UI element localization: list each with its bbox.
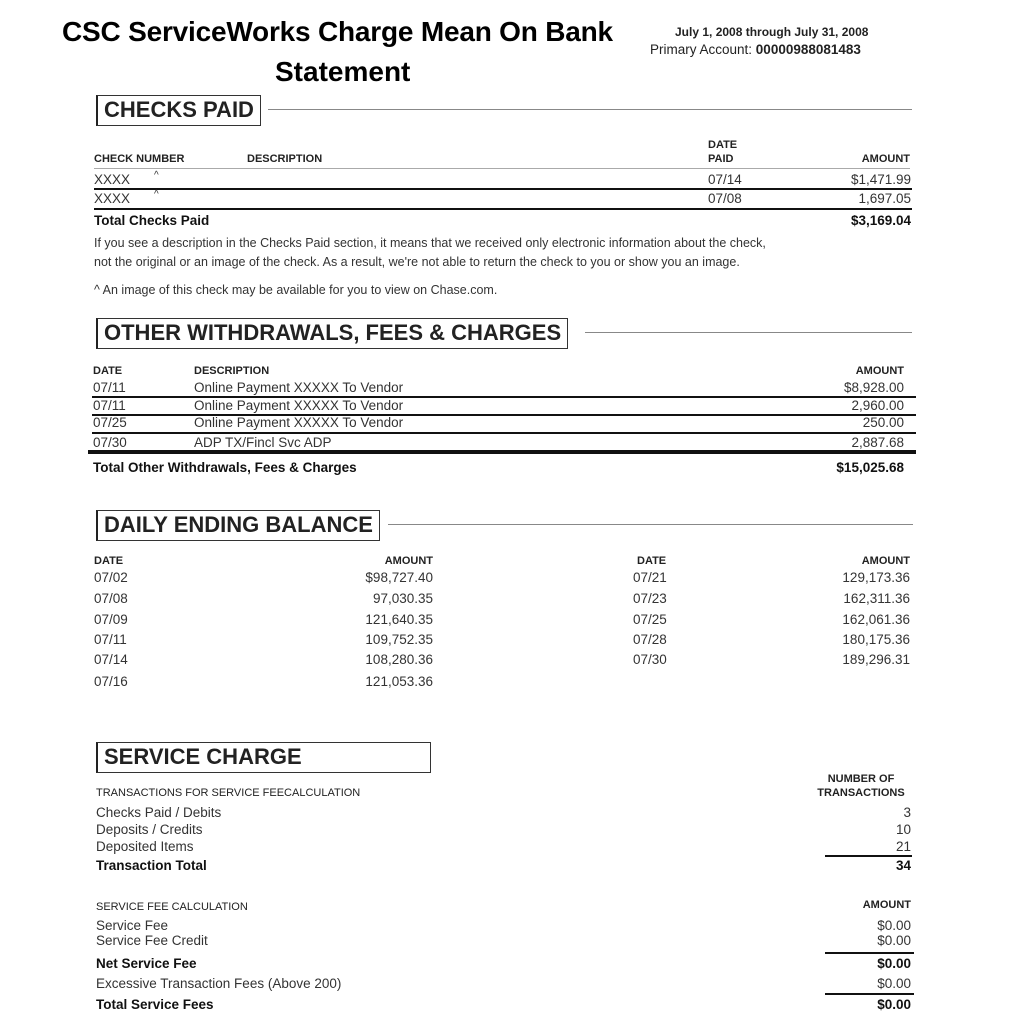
total-rule [88,450,916,454]
page-title: CSC ServiceWorks Charge Mean On Bank [62,16,613,47]
balance-date: 07/28 [633,632,667,647]
statement-period: July 1, 2008 through July 31, 2008 [675,25,869,39]
balance-amount: 97,030.35 [372,591,433,606]
transaction-label: Deposits / Credits [96,822,203,837]
col-check-number: CHECK NUMBER [94,153,185,165]
withdrawal-description: Online Payment XXXXX To Vendor [194,380,404,395]
balance-amount: 162,311.36 [843,591,910,606]
transaction-label: Checks Paid / Debits [96,805,222,820]
balance-amount: 109,752.35 [365,632,433,647]
image-footnote: ^ An image of this check may be available for you to view on Chase.com. [94,283,498,297]
excessive-fee-value: $0.00 [877,976,911,991]
balance-date: 07/25 [633,612,667,627]
balance-date: 07/23 [633,591,667,606]
withdrawal-description: ADP TX/Fincl Svc ADP [194,435,332,450]
transaction-label: Deposited Items [96,839,194,854]
col-amount: AMOUNT [861,555,910,567]
transaction-value: 3 [903,805,911,820]
withdrawal-date: 07/11 [93,398,126,413]
checks-note: If you see a description in the Checks Paid section, it means that we received only electronic information about the check, [94,236,766,250]
col-description: DESCRIPTION [247,153,323,165]
col-date-paid-1: DATE [708,139,738,151]
fee-calculation-header: SERVICE FEE CALCULATION [96,901,248,913]
withdrawal-date: 07/30 [93,435,127,450]
transaction-value: 21 [895,839,911,854]
balance-amount: 162,061.36 [842,612,910,627]
service-charge-heading: SERVICE CHARGE [96,742,431,773]
transactions-header: TRANSACTIONS FOR SERVICE FEECALCULATION [96,787,361,799]
account-number: 00000988081483 [755,42,861,57]
net-fee-value: $0.00 [877,956,911,971]
section-divider [388,524,913,525]
page-title-continued: Statement [275,56,411,87]
col-date: DATE [93,365,123,377]
excessive-fee-label: Excessive Transaction Fees (Above 200) [96,976,342,991]
subtotal-rule [825,952,914,954]
check-number: XXXX [94,191,131,206]
balance-amount: 108,280.36 [365,652,433,667]
check-number: XXXX [94,172,131,187]
check-amount: $1,471.99 [850,172,911,187]
col-amount: AMOUNT [862,899,911,911]
check-amount: 1,697.05 [858,191,911,206]
balance-amount: $98,727.40 [365,570,433,585]
balance-date: 07/30 [633,652,667,667]
transaction-total-label: Transaction Total [96,858,207,873]
col-amount: AMOUNT [861,153,910,165]
total-withdrawals-label: Total Other Withdrawals, Fees & Charges [93,460,357,475]
net-fee-label: Net Service Fee [96,956,197,971]
check-date: 07/14 [708,172,742,187]
balance-date: 07/11 [94,632,127,647]
section-divider [585,332,912,333]
withdrawal-amount: 2,960.00 [851,398,904,413]
check-date: 07/08 [708,191,742,206]
col-description: DESCRIPTION [194,365,270,377]
withdrawal-amount: $8,928.00 [843,380,904,395]
number-header: TRANSACTIONS [817,787,905,799]
total-checks-amount: $3,169.04 [850,213,911,228]
image-available-mark: ^ [154,170,159,181]
subtotal-rule [825,993,914,995]
other-withdrawals-heading: OTHER WITHDRAWALS, FEES & CHARGES [96,318,568,349]
col-amount: AMOUNT [855,365,904,377]
number-header: NUMBER OF [827,773,895,785]
balance-date: 07/09 [94,612,128,627]
header-rule [94,168,910,169]
withdrawal-date: 07/25 [93,415,127,430]
checks-paid-heading: CHECKS PAID [96,95,261,126]
transaction-value: 10 [895,822,911,837]
row-rule [94,208,912,210]
fee-label: Service Fee Credit [96,933,208,948]
fee-value: $0.00 [877,933,911,948]
row-rule [94,188,912,190]
daily-balance-heading: DAILY ENDING BALANCE [96,510,380,541]
balance-date: 07/21 [633,570,667,585]
col-amount: AMOUNT [384,555,433,567]
balance-amount: 189,296.31 [842,652,910,667]
col-date: DATE [637,555,667,567]
balance-amount: 129,173.36 [842,570,910,585]
withdrawal-amount: 2,887.68 [851,435,904,450]
balance-amount: 121,053.36 [365,674,433,689]
fee-value: $0.00 [877,918,911,933]
balance-amount: 121,640.35 [365,612,433,627]
withdrawal-description: Online Payment XXXXX To Vendor [194,398,404,413]
withdrawal-date: 07/11 [93,380,126,395]
balance-date: 07/08 [94,591,128,606]
total-fees-value: $0.00 [877,997,911,1012]
withdrawal-description: Online Payment XXXXX To Vendor [194,415,404,430]
account-label: Primary Account: [650,42,756,57]
fee-label: Service Fee [96,918,169,933]
checks-note: not the original or an image of the check. As a result, we're not able to return the check to you or show you an image. [94,255,740,269]
image-available-mark: ^ [154,189,159,200]
total-withdrawals-amount: $15,025.68 [836,460,904,475]
withdrawal-amount: 250.00 [862,415,904,430]
total-checks-label: Total Checks Paid [94,213,210,228]
total-fees-label: Total Service Fees [96,997,214,1012]
balance-date: 07/14 [94,652,128,667]
subtotal-rule [825,855,912,857]
row-rule [92,432,916,434]
primary-account [650,42,861,57]
col-date: DATE [94,555,124,567]
balance-date: 07/02 [94,570,128,585]
section-divider [268,109,912,110]
transaction-total-value: 34 [895,858,911,873]
balance-date: 07/16 [94,674,128,689]
balance-amount: 180,175.36 [842,632,910,647]
col-date-paid-2: PAID [708,153,734,165]
